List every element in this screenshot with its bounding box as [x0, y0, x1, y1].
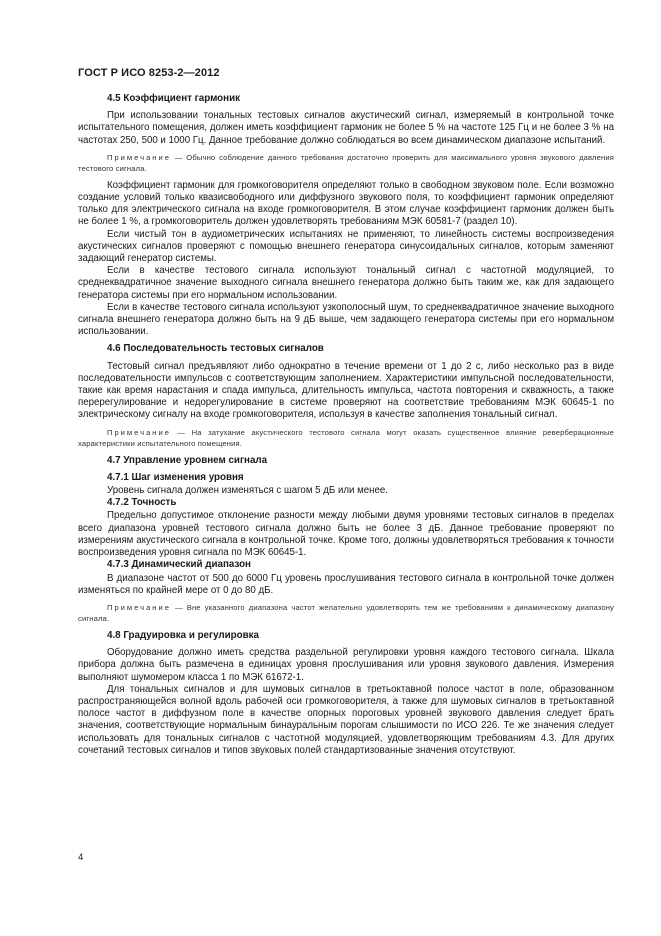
note-text: — Обычно соблюдение данного требования достаточно проверить для максимального уровня звукового давления тестового сигнала.: [78, 152, 614, 173]
paragraph: Если чистый тон в аудиометрических испытаниях не применяют, то линейность системы воспроизведения акустических сигналов проверяют с помощью внешнего генератора синусоидальных сигналов, которым заменяют задающий генератор системы.: [78, 228, 614, 265]
paragraph: Для тональных сигналов и для шумовых сигналов в третьоктавной полосе частот в поле, образованном распространяющейся волной вдоль рабочей оси громкоговорителя, а также для шумовых сигналов в третьоктавной полосе частот в диффузном поле в качестве опорных пороговых уровней звукового давления следует брать значения, соответствующие нормальным бинауральным порогам слышимости по ИСО 226. Те же значения следует использовать для тональных сигналов с частотной модуляцией, удовлетворяющим требованиям 4.3. Для других сочетаний тестовых сигналов и типов звуковых полей стандартизованные значения отсутствуют.: [78, 683, 614, 756]
page-header: ГОСТ Р ИСО 8253-2—2012: [78, 67, 220, 79]
section-4-7-title: 4.7 Управление уровнем сигнала: [107, 454, 268, 466]
note: [78, 152, 614, 174]
paragraph: Если в качестве тестового сигнала используют узкополосный шум, то среднеквадратичное значение выходного сигнала внешнего генератора должно быть на 9 дБ выше, чем задающего генератора системы при его нормальном использовании.: [78, 301, 614, 338]
paragraph: Тестовый сигнал предъявляют либо однократно в течение времени от 1 до 2 с, либо несколько раз в виде последовательности импульсов с соответствующим заполнением. Характеристики импульсной последовательности, такие как время нарастания и спада импульса, длительность импульса, частота повторения и скважность, а также перерегулирование и недорегулирование в системе проверяют на соответствие требованиям МЭК 60645-1 по электрическому сигналу на входе громкоговорителя, используя в качестве заполнения тональный сигнал.: [78, 360, 614, 421]
paragraph: При использовании тональных тестовых сигналов акустический сигнал, измеряемый в контрольной точке испытательного помещения, должен иметь коэффициент гармоник не более 5 % на частоте 125 Гц и не более 3 % на частотах 250, 500 и 1000 Гц. Данное требование должно соблюдаться во всем динамическом диапазоне испытаний.: [78, 110, 614, 146]
paragraph: Если в качестве тестового сигнала используют тональный сигнал с частотной модуляцией, то среднеквадратичное значение выходного сигнала внешнего генератора должно быть таким же, как для задающего генератора системы при его нормальном использовании.: [78, 265, 614, 301]
section-4-7-3-title: 4.7.3 Динамический диапазон: [107, 559, 251, 571]
section-4-6-title: 4.6 Последовательность тестовых сигналов: [107, 343, 324, 355]
section-4-8-title: 4.8 Градуировка и регулировка: [107, 629, 259, 641]
paragraph: В диапазоне частот от 500 до 6000 Гц уровень прослушивания тестового сигнала в контрольной точке должен изменяться по крайней мере от 0 до 80 дБ.: [78, 572, 614, 596]
page-number: 4: [78, 852, 84, 863]
paragraph: Оборудование должно иметь средства раздельной регулировки уровня каждого тестового сигнала. Шкала прибора должна быть размечена в единицах уровня прослушивания или уровня звукового давления. Измерения выполняют шумомером класса 1 по МЭК 61672-1.: [78, 647, 614, 683]
note: [78, 602, 614, 624]
section-4-7-1-title: 4.7.1 Шаг изменения уровня: [107, 471, 244, 483]
page-content: [78, 93, 614, 757]
paragraph: Уровень сигнала должен изменяться с шагом 5 дБ или менее.: [107, 485, 388, 497]
note: [78, 427, 614, 449]
note-text: — На затухание акустического тестового сигнала могут оказать существенное влияние реверберационные характеристики испытательного помещения.: [78, 427, 614, 448]
paragraph: Коэффициент гармоник для громкоговорителя определяют только в свободном звуковом поле. Если возможно создание условий только квазисвободного или диффузного звукового поля, то коэффициент гармоник определяют только для электрического сигнала на входе громкоговорителя. В этом случае коэффициент гармоник должен быть не более 1 %, а громкоговоритель должен удовлетворять требованиям МЭК 60581-7 (раздел 10).: [78, 179, 614, 228]
paragraph: Предельно допустимое отклонение разности между любыми двумя уровнями тестовых сигналов в пределах всего диапазона уровней тестового сигнала должно быть не более 3 дБ. Данное требование проверяют по измерениям акустического сигнала в контрольной точке. Кроме того, должны удовлетворяться требования к точности воспроизведения уровня сигнала по МЭК 60645-1.: [78, 510, 614, 559]
section-4-5-title: 4.5 Коэффициент гармоник: [107, 93, 241, 104]
note-label: Примечание: [107, 427, 171, 437]
note-label: Примечание: [107, 602, 171, 612]
note-text: — Вне указанного диапазона частот желательно удовлетворять тем же требованиям к динамическому диапазону сигнала.: [78, 602, 614, 623]
section-4-7-2-title: 4.7.2 Точность: [107, 497, 177, 509]
note-label: Примечание: [107, 152, 171, 162]
